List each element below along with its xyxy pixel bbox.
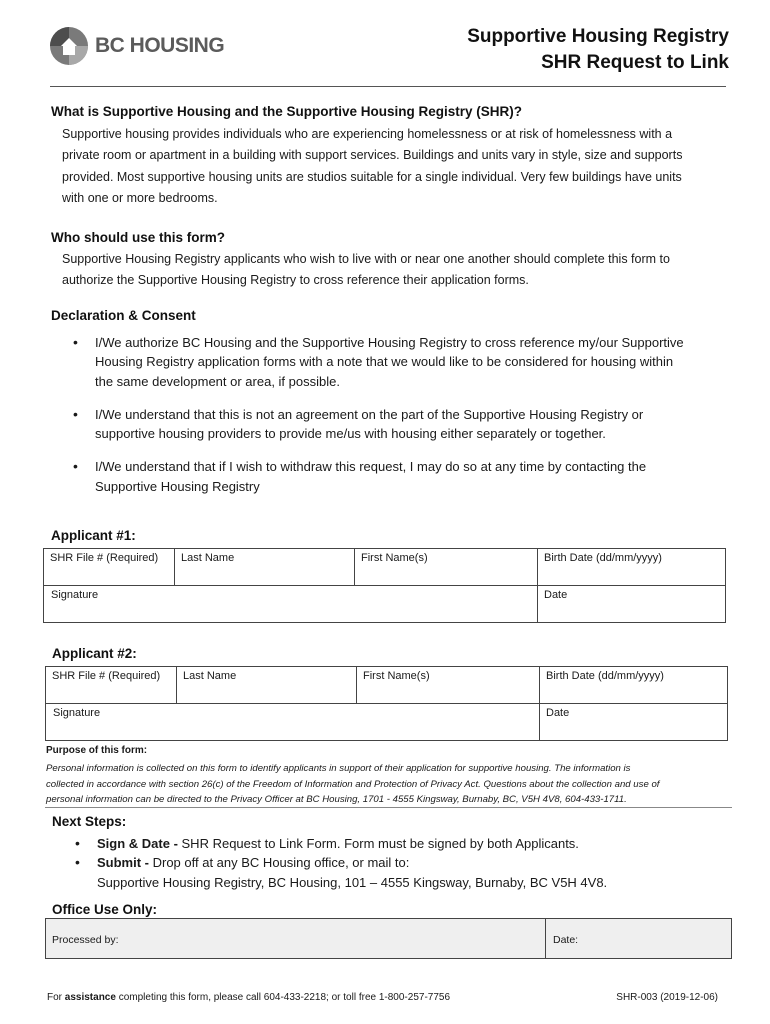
field-label: First Name(s) — [361, 552, 428, 564]
step-label: Sign & Date - — [97, 836, 182, 851]
section-what-body — [62, 124, 682, 209]
next-steps-heading: Next Steps: — [52, 814, 127, 829]
text-line: Supportive Housing Registry — [95, 478, 260, 494]
text-line: with one or more bedrooms. — [62, 190, 218, 205]
purpose-divider — [45, 807, 732, 808]
applicant-1-heading: Applicant #1: — [51, 528, 136, 543]
applicant-1-last-name-field[interactable] — [175, 549, 355, 586]
step-text: SHR Request to Link Form. Form must be signed by both Applicants. — [181, 836, 579, 851]
footer-assistance — [47, 992, 450, 1003]
applicant-2-shr-file-field[interactable] — [46, 667, 177, 704]
title-line-1: Supportive Housing Registry — [467, 26, 729, 47]
office-divider — [545, 919, 546, 958]
applicant-1-first-name-field[interactable] — [355, 549, 538, 586]
applicant-1-signature-field[interactable] — [44, 586, 538, 623]
field-label: Last Name — [183, 670, 237, 682]
applicant-1-shr-file-field[interactable] — [44, 549, 175, 586]
declaration-heading: Declaration & Consent — [51, 308, 196, 323]
applicant-1-birth-date-field[interactable] — [538, 549, 726, 586]
field-label: Birth Date (dd/mm/yyyy) — [544, 552, 662, 564]
footer-bold: assistance — [64, 992, 116, 1003]
field-label: SHR File # (Required) — [52, 670, 161, 682]
step-text: Drop off at any BC Housing office, or mail to: — [152, 855, 410, 871]
applicant-2-heading: Applicant #2: — [52, 646, 137, 661]
applicant-2-birth-date-field[interactable] — [540, 667, 728, 704]
text-line: provided. Most supportive housing units are studios suitable for a single individual. Very few buildings have units — [62, 169, 682, 184]
office-use-box — [45, 918, 732, 959]
bc-housing-house-icon — [50, 27, 88, 65]
text-line: Personal information is collected on this form to identify applicants in support of their application for supportive housing. The information is — [46, 763, 631, 774]
text-line: • I/We understand that this is not an agreement on the part of the Supportive Housing Registry or — [95, 406, 644, 422]
title-line-2: SHR Request to Link — [541, 52, 729, 73]
text-line: personal information can be directed to the Privacy Officer at BC Housing, 1701 - 4555 Kingsway, Burnaby, BC, V5H 4V8, 604-433-1711. — [46, 794, 627, 805]
section-who-body — [62, 249, 670, 292]
declaration-item — [51, 333, 741, 391]
next-steps-list — [53, 834, 743, 892]
section-what-heading: What is Supportive Housing and the Supportive Housing Registry (SHR)? — [51, 104, 523, 119]
text-line: Supportive Housing Registry applicants who wish to live with or near one another should complete this form to — [62, 252, 670, 266]
field-label: Signature — [51, 589, 99, 601]
field-label: Birth Date (dd/mm/yyyy) — [546, 670, 664, 682]
field-label: SHR File # (Required) — [50, 552, 159, 564]
applicant-2-table — [45, 666, 728, 741]
form-title — [467, 24, 729, 76]
field-label: Signature — [53, 707, 101, 719]
logo-text: BC HOUSING — [95, 34, 225, 57]
form-code: SHR-003 (2019-12-06) — [616, 992, 718, 1003]
next-step-item — [53, 853, 743, 892]
text-line: • I/We understand that if I wish to withdraw this request, I may do so at any time by contacting the — [95, 459, 647, 475]
next-step-item — [53, 834, 743, 853]
text-line: • I/We authorize BC Housing and the Supportive Housing Registry to cross reference my/our Supportive — [95, 335, 684, 350]
footer-prefix: For — [47, 992, 65, 1003]
field-label: Date — [544, 589, 568, 601]
section-who-heading: Who should use this form? — [51, 230, 225, 245]
text-line: supportive housing providers to provide me/us with housing either separately or together. — [95, 426, 606, 442]
mailing-address: Supportive Housing Registry, BC Housing, 101 – 4555 Kingsway, Burnaby, BC V5H 4V8. — [97, 874, 608, 890]
declaration-item — [51, 457, 741, 496]
text-line: Housing Registry application forms with a note that we would like to be considered for housing within — [95, 354, 674, 370]
declaration-item — [51, 405, 741, 444]
purpose-body — [46, 761, 736, 808]
field-label: Last Name — [181, 552, 235, 564]
text-line: authorize the Supportive Housing Registry to cross reference their application forms. — [62, 273, 529, 288]
office-date-label: Date: — [553, 934, 579, 946]
applicant-2-signature-field[interactable] — [46, 704, 540, 741]
office-use-heading: Office Use Only: — [52, 902, 158, 917]
text-line: collected in accordance with section 26(c) of the Freedom of Information and Protection of Privacy Act. Questions about the collection and use of — [46, 778, 660, 790]
field-label: Date — [546, 707, 570, 719]
applicant-1-table — [43, 548, 726, 623]
text-line: Supportive housing provides individuals who are experiencing homelessness or at risk of homelessness with a — [62, 127, 673, 141]
processed-by-label: Processed by: — [52, 934, 119, 946]
applicant-2-last-name-field[interactable] — [177, 667, 357, 704]
declaration-list — [51, 333, 741, 496]
text-line: private room or apartment in a building with support services. Buildings and units vary in style, size and supports — [62, 148, 683, 163]
step-label: Submit - — [97, 855, 153, 871]
header-divider — [50, 86, 726, 87]
bc-housing-logo — [50, 24, 230, 68]
applicant-2-first-name-field[interactable] — [357, 667, 540, 704]
applicant-1-date-field[interactable] — [538, 586, 726, 623]
purpose-heading: Purpose of this form: — [46, 745, 148, 756]
applicant-2-date-field[interactable] — [540, 704, 728, 741]
footer-text: completing this form, please call 604-433-2218; or toll free 1-800-257-7756 — [115, 992, 451, 1003]
text-line: the same development or area, if possible. — [95, 373, 340, 389]
field-label: First Name(s) — [363, 670, 430, 682]
